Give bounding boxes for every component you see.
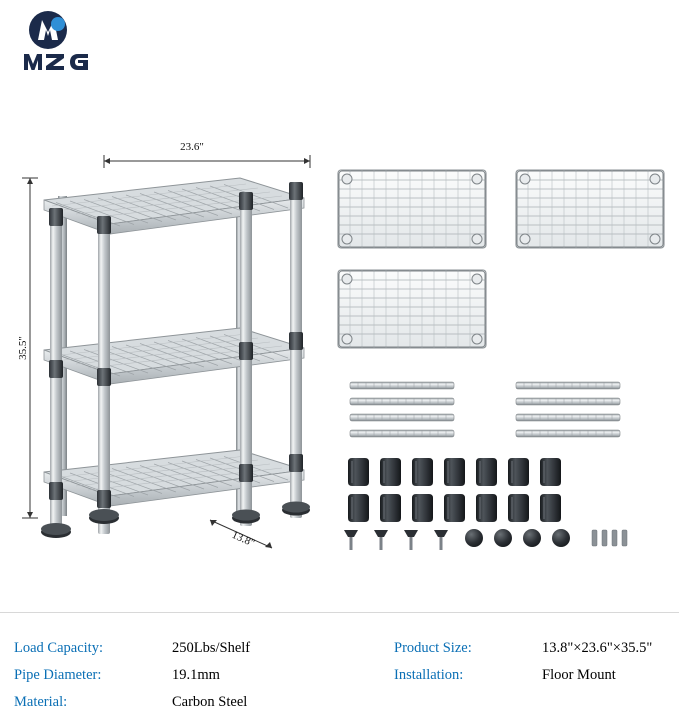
part-screws <box>344 530 448 550</box>
dimension-width-label: 23.6" <box>180 141 204 153</box>
shelf-bottom <box>44 450 304 506</box>
spec-label-material: Material: <box>14 694 68 710</box>
spec-value-load-capacity: 250Lbs/Shelf <box>172 640 251 656</box>
part-sleeve-row-2 <box>348 494 561 522</box>
part-pins <box>592 530 627 546</box>
section-divider <box>0 612 679 613</box>
spec-label-product-size: Product Size: <box>394 640 472 656</box>
spec-row <box>0 694 679 720</box>
dimension-depth-label: 13.8" <box>229 528 257 550</box>
part-pole-group-left <box>350 382 454 437</box>
spec-value-product-size: 13.8"×23.6"×35.5" <box>542 640 653 656</box>
spec-row <box>0 640 679 666</box>
spec-value-installation: Floor Mount <box>542 667 616 683</box>
product-illustration <box>14 120 334 550</box>
parts-drawing <box>330 150 675 550</box>
dimension-width <box>104 155 310 168</box>
mzg-logo-mark <box>18 10 96 72</box>
part-shelf-1 <box>338 170 486 248</box>
spec-row <box>0 667 679 693</box>
parts-illustration <box>330 150 675 550</box>
shelving-unit-drawing <box>14 120 334 550</box>
spec-label-pipe-diameter: Pipe Diameter: <box>14 667 102 683</box>
spec-value-pipe-diameter: 19.1mm <box>172 667 220 683</box>
part-sleeve-row-1 <box>348 458 561 486</box>
part-pole-group-right <box>516 382 620 437</box>
spec-label-installation: Installation: <box>394 667 464 683</box>
spec-label-load-capacity: Load Capacity: <box>14 640 103 656</box>
shelf-top <box>44 178 304 234</box>
dimension-height-label: 35.5" <box>17 336 29 360</box>
part-shelf-2 <box>516 170 664 248</box>
specifications-table <box>0 640 679 714</box>
spec-value-material: Carbon Steel <box>172 694 248 710</box>
part-foot-caps <box>465 529 570 547</box>
shelf-middle <box>44 328 304 384</box>
part-shelf-3 <box>338 270 486 348</box>
mzg-logo <box>18 10 96 72</box>
leveling-feet <box>41 502 310 539</box>
